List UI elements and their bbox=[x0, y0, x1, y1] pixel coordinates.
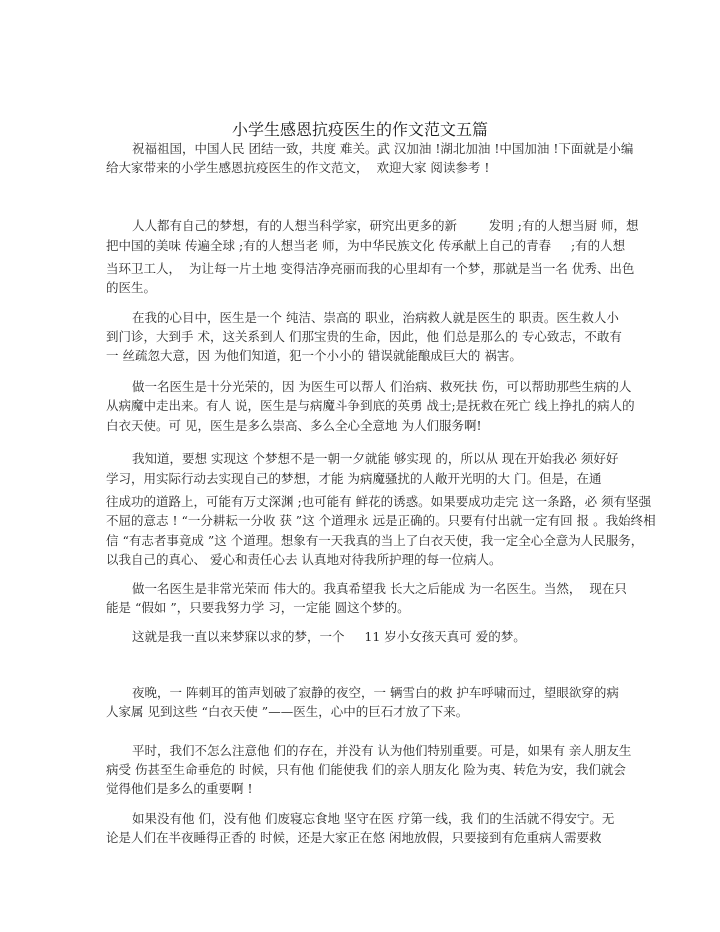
paragraph-line: 信 “有志者事竟成 ”这 个道理。想象有一天我真的当上了白衣天使，我一定全心全意为人民服务， bbox=[106, 533, 644, 548]
paragraph-line: 平时，我们不怎么注意他 们的存在，并没有 认为他们特别重要。可是，如果有 亲人朋友生 bbox=[132, 743, 632, 758]
paragraph-line: 到门诊，大到手 术，这关系到人 们那宝贵的生命，因此，他 们总是那么的 专心致志，不敢有 bbox=[106, 329, 622, 344]
paragraph-line: 从病魔中走出来。有人 说，医生是与病魔斗争到底的英勇 战士;是抚救在死亡 线上挣扎的病人的 bbox=[106, 398, 635, 413]
paragraph-line: 当环卫工人， 为让每一片土地 变得洁净亮丽而我的心里却有一个梦，那就是当一名 优秀、出色 bbox=[106, 261, 635, 276]
paragraph-line: 在我的心目中，医生是一个 纯洁、崇高的 职业，治病救人就是医生的 职责。医生救人小 bbox=[132, 310, 619, 325]
paragraph-line: 如果没有他 们，没有他 们废寝忘食地 坚守在医 疗第一线，我 们的生活就不得安宁。无 bbox=[132, 811, 615, 826]
paragraph-line: 一 丝疏忽大意，因 为他们知道，犯一个小小的 错误就能酿成巨大的 祸害。 bbox=[106, 348, 522, 363]
paragraph-line: 的医生。 bbox=[106, 280, 157, 295]
paragraph-line: 学习，用实际行动去实现自己的梦想，才能 为病魔骚扰的人敞开光明的大 门。但是，在通 bbox=[106, 471, 602, 486]
paragraph-line: 做一名医生是十分光荣的，因 为医生可以帮人 们治病、救死扶 伤，可以帮助那些生病的人 bbox=[132, 379, 632, 394]
paragraph-line: 夜晚，一 阵刺耳的笛声划破了寂静的夜空，一 辆雪白的救 护车呼啸而过，望眼欲穿的病 bbox=[132, 685, 619, 700]
document-title: 小学生感恩抗疫医生的作文范文五篇 bbox=[231, 120, 488, 139]
paragraph-line: 祝福祖国，中国人民 团结一致，共度 难关。武 汉加油 !湖北加油 !中国加油 !下面就是小编 bbox=[132, 141, 634, 156]
paragraph-line: 论是人们在半夜睡得正香的 时候，还是大家正在悠 闲地放假，只要接到有危重病人需要救 bbox=[106, 830, 602, 845]
paragraph-line: 人人都有自己的梦想，有的人想当科学家，研究出更多的新 发明 ;有的人想当厨 师，想 bbox=[132, 218, 639, 233]
paragraph-line: 白衣天使。可 见，医生是多么崇高、多么全心全意地 为人们服务啊! bbox=[106, 418, 482, 433]
paragraph-line: 病受 伤甚至生命垂危的 时候，只有他 们能使我 们的亲人朋友化 险为夷、转危为安，我们就会 bbox=[106, 762, 626, 777]
paragraph-line: 这就是我一直以来梦寐以求的梦，一个 11 岁小女孩天真可 爱的梦。 bbox=[132, 629, 526, 644]
paragraph-line: 觉得他们是多么的重要啊 ! bbox=[106, 781, 253, 796]
paragraph-line: 往成功的道路上，可能有万丈深渊 ;也可能有 鲜花的诱惑。如果要成功走完 这一条路，必 须有坚强 bbox=[106, 494, 652, 509]
paragraph-line: 做一名医生是非常光荣而 伟大的。我真希望我 长大之后能成 为一名医生。当然， 现在只 bbox=[132, 581, 627, 596]
paragraph-line: 把中国的美味 传遍全球 ;有的人想当老 师，为中华民族文化 传承献上自己的青春 ;有的人想 bbox=[106, 238, 626, 253]
paragraph-line: 不屈的意志 ! “一分耕耘一分收 获 ”这 个道理永 远是正确的。只要有付出就一定有回 报 。我始终相 bbox=[106, 513, 656, 528]
paragraph-line: 人家属 见到这些 “白衣天使 ”——医生，心中的巨石才放了下来。 bbox=[106, 704, 469, 719]
paragraph-line: 能是 “假如 ”，只要我努力学 习，一定能 圆这个梦的。 bbox=[106, 600, 410, 615]
paragraph-line: 我知道，要想 实现这 个梦想不是一朝一夕就能 够实现 的，所以从 现在开始我必 须好好 bbox=[132, 451, 619, 466]
paragraph-line: 以我自己的真心、 爱心和责任心去 认真地对待我所护理的每一位病人。 bbox=[106, 552, 502, 567]
paragraph-line: 给大家带来的小学生感恩抗疫医生的作文范文， 欢迎大家 阅读参考 ! bbox=[106, 160, 490, 175]
